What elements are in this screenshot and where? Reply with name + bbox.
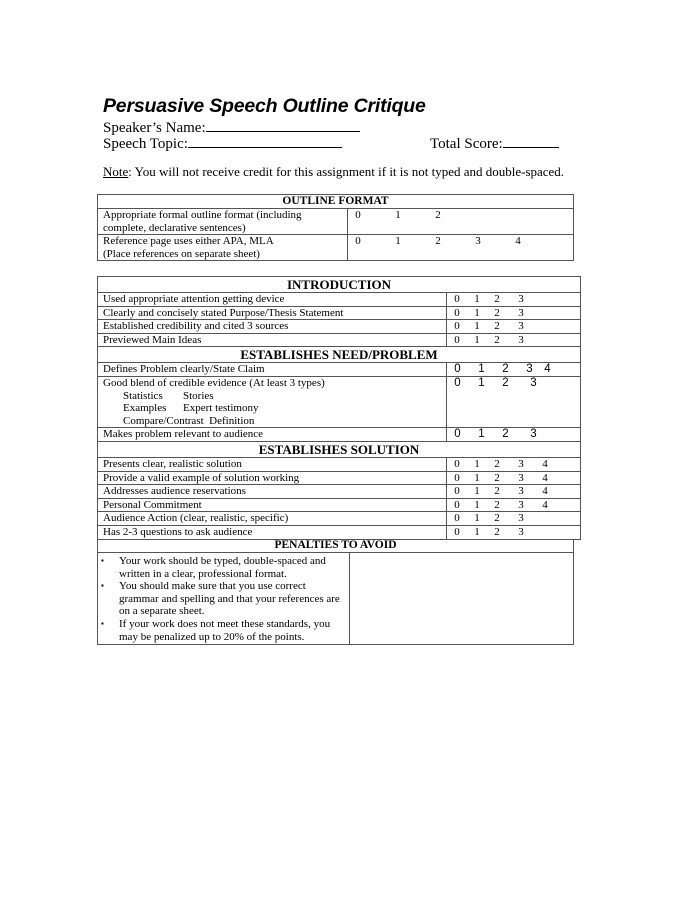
list-item: ▪ If your work does not meet these standards, you may be penalized up to 20% of the points. bbox=[101, 617, 331, 643]
score-options[interactable]: 0 1 2 3 4 bbox=[447, 457, 581, 471]
criterion-label: Previewed Main Ideas bbox=[98, 333, 447, 347]
page-title: Persuasive Speech Outline Critique bbox=[103, 95, 426, 117]
criterion-label: Used appropriate attention getting device bbox=[98, 293, 447, 307]
speaker-name-label: Speaker’s Name: bbox=[103, 120, 206, 136]
criterion-label: Makes problem relevant to audience bbox=[98, 428, 447, 442]
score-options[interactable]: 0 1 2 3 4 bbox=[447, 363, 581, 377]
list-item: ▪ Your work should be typed, double-spaced and written in a clear, professional format. bbox=[101, 555, 326, 580]
outline-format-table bbox=[97, 194, 574, 261]
score-options[interactable]: 0 1 2 3 bbox=[447, 333, 581, 347]
outline-format-header: OUTLINE FORMAT bbox=[98, 195, 574, 209]
score-options[interactable]: 0 1 2 3 4 bbox=[447, 485, 581, 499]
criterion-label: Established credibility and cited 3 sources bbox=[98, 320, 447, 334]
criterion-label: Audience Action (clear, realistic, specific) bbox=[98, 512, 447, 526]
score-options[interactable]: 0 1 2 3 bbox=[447, 428, 581, 442]
total-score-blank[interactable] bbox=[503, 133, 559, 148]
criterion-label: Reference page uses either APA, MLA (Place references on separate sheet) bbox=[98, 235, 348, 261]
criterion-label: Good blend of credible evidence (At least 3 types) Statistics Stories Examples Expert testimony Compare/Contrast Definition bbox=[98, 376, 447, 427]
solution-header: ESTABLISHES SOLUTION bbox=[98, 441, 581, 457]
table-row bbox=[98, 363, 581, 377]
penalties-list bbox=[98, 553, 350, 645]
criterion-label: Defines Problem clearly/State Claim bbox=[98, 363, 447, 377]
list-item: ▪ You should make sure that you use correct grammar and spelling and that your references are on a separate sheet. bbox=[101, 580, 340, 618]
table-row bbox=[98, 428, 581, 442]
evidence-types: Statistics Stories Examples Expert testimony Compare/Contrast Definition bbox=[123, 389, 259, 427]
total-score-line bbox=[430, 133, 559, 153]
score-options[interactable]: 0 1 2 3 bbox=[447, 306, 581, 320]
score-options[interactable]: 0 1 2 3 bbox=[447, 320, 581, 334]
penalties-notes-cell[interactable] bbox=[349, 553, 573, 645]
total-score-label: Total Score: bbox=[430, 136, 503, 152]
criterion-label: Clearly and concisely stated Purpose/Thesis Statement bbox=[98, 306, 447, 320]
score-options[interactable]: 0 1 2 3 bbox=[447, 525, 581, 539]
criterion-label: Appropriate formal outline format (including complete, declarative sentences) bbox=[98, 209, 348, 235]
score-options[interactable]: 0 1 2 3 bbox=[447, 293, 581, 307]
speech-topic-line bbox=[103, 133, 342, 153]
criterion-label: Provide a valid example of solution working bbox=[98, 471, 447, 485]
table-row bbox=[98, 235, 574, 261]
speech-topic-blank[interactable] bbox=[188, 133, 342, 148]
table-row bbox=[98, 498, 581, 512]
speaker-name-blank[interactable] bbox=[206, 117, 360, 132]
criterion-label: Addresses audience reservations bbox=[98, 485, 447, 499]
criterion-label: Has 2-3 questions to ask audience bbox=[98, 525, 447, 539]
criterion-label: Personal Commitment bbox=[98, 498, 447, 512]
score-options[interactable]: 0 1 2 3 bbox=[447, 512, 581, 526]
note-line bbox=[103, 164, 564, 180]
table-row bbox=[98, 320, 581, 334]
table-row bbox=[98, 293, 581, 307]
speech-topic-label: Speech Topic: bbox=[103, 136, 188, 152]
note-label: Note bbox=[103, 164, 129, 179]
score-options[interactable]: 0 1 2 bbox=[348, 209, 574, 235]
introduction-header: INTRODUCTION bbox=[98, 277, 581, 293]
table-row bbox=[98, 209, 574, 235]
table-row bbox=[98, 512, 581, 526]
penalties-header: PENALTIES TO AVOID bbox=[98, 539, 574, 553]
need-problem-header: ESTABLISHES NEED/PROBLEM bbox=[98, 347, 581, 363]
table-row bbox=[98, 306, 581, 320]
table-row bbox=[98, 471, 581, 485]
note-text: : You will not receive credit for this assignment if it is not typed and double-spaced. bbox=[128, 164, 565, 179]
table-row bbox=[98, 457, 581, 471]
table-row bbox=[98, 485, 581, 499]
table-row bbox=[98, 333, 581, 347]
table-row bbox=[98, 525, 581, 539]
score-options[interactable]: 0 1 2 3 4 bbox=[348, 235, 574, 261]
score-options[interactable]: 0 1 2 3 4 bbox=[447, 498, 581, 512]
penalties-table bbox=[97, 539, 574, 645]
criterion-label: Presents clear, realistic solution bbox=[98, 457, 447, 471]
score-options[interactable]: 0 1 2 3 bbox=[447, 376, 581, 427]
table-row bbox=[98, 376, 581, 427]
score-options[interactable]: 0 1 2 3 4 bbox=[447, 471, 581, 485]
critique-table bbox=[97, 276, 581, 540]
